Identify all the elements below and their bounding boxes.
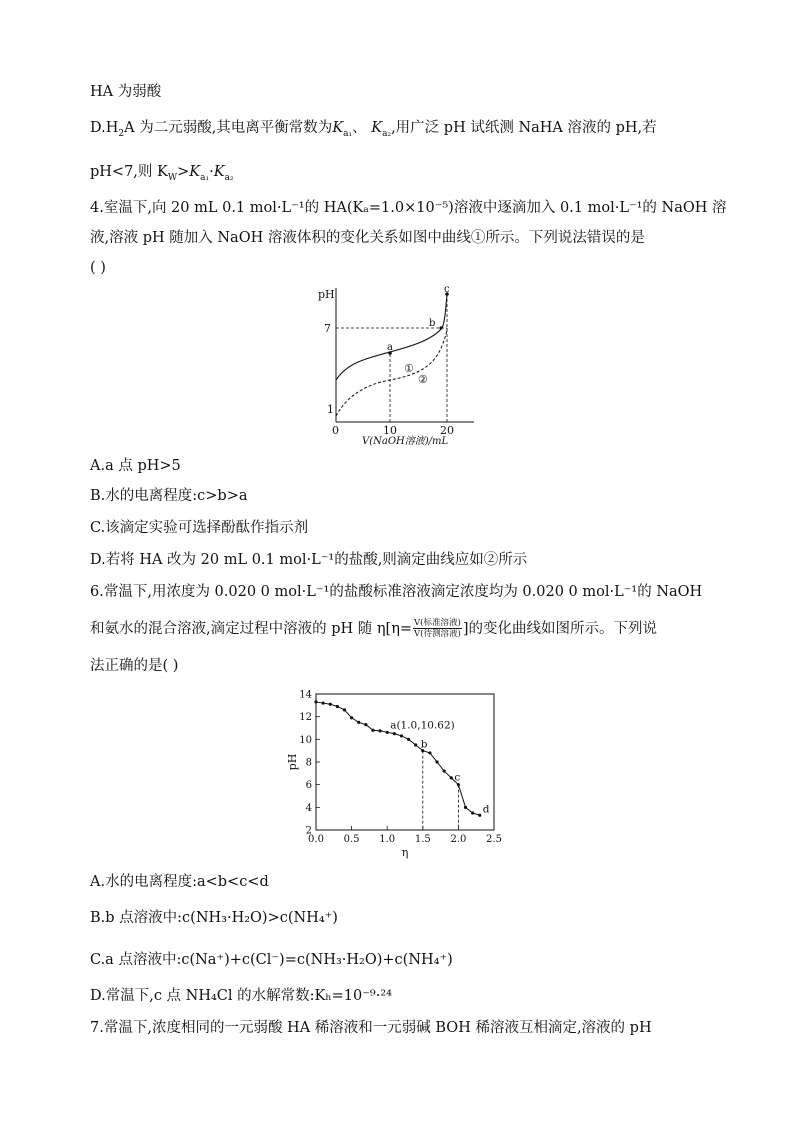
fig1-x0: 0 bbox=[332, 424, 339, 437]
text-fragment: A 为二元弱酸,其电离平衡常数为 bbox=[124, 120, 333, 136]
x-tick-label: 1.5 bbox=[414, 834, 431, 845]
data-point bbox=[400, 734, 403, 737]
q4-option-d: D.若将 HA 改为 20 mL 0.1 mol·L⁻¹的盐酸,则滴定曲线应如②所示 bbox=[90, 552, 528, 568]
x-axis-label: η bbox=[401, 846, 409, 859]
plot-frame bbox=[316, 694, 494, 830]
y-tick-label: 10 bbox=[299, 734, 312, 746]
text-fragment: ,用广泛 pH 试纸测 NaHA 溶液的 pH,若 bbox=[391, 120, 657, 136]
fig1-x20: 20 bbox=[440, 424, 454, 437]
question-4-line1: 4.室温下,向 20 mL 0.1 mol·L⁻¹的 HA(Kₐ=1.0×10⁻⁵)溶液中逐滴加入 0.1 mol·L⁻¹的 NaOH 溶 bbox=[90, 200, 727, 216]
fig1-y7: 7 bbox=[324, 322, 331, 335]
titration-figure-1 bbox=[308, 282, 478, 448]
ka-sub: a₁ bbox=[343, 128, 353, 139]
text-fragment: ]的变化曲线如图所示。下列说 bbox=[462, 620, 657, 637]
question-6-line1: 6.常温下,用浓度为 0.020 0 mol·L⁻¹的盐酸标准溶液滴定浓度均为 0.020 0 mol·L⁻¹的 NaOH bbox=[90, 584, 703, 600]
y-axis-label: pH bbox=[286, 753, 299, 771]
data-point bbox=[471, 811, 474, 814]
annotation-c: c bbox=[454, 771, 461, 784]
fig1-curve2-label: ② bbox=[418, 373, 428, 386]
eta-fraction bbox=[413, 618, 462, 639]
y-tick-label: 2 bbox=[305, 825, 312, 837]
text-fragment: D.H bbox=[90, 120, 119, 136]
data-point bbox=[407, 738, 410, 741]
data-point bbox=[357, 721, 360, 724]
fig1-x10: 10 bbox=[383, 424, 397, 437]
q4-option-b: B.水的电离程度:c>b>a bbox=[90, 488, 248, 504]
y-tick-label: 14 bbox=[299, 689, 312, 701]
data-point bbox=[350, 716, 353, 719]
x-tick-label: 0.0 bbox=[308, 834, 324, 845]
q4-option-c: C.该滴定实验可选择酚酞作指示剂 bbox=[90, 520, 309, 536]
eta-denominator: V(待测溶液) bbox=[414, 629, 461, 639]
fig1-xlabel: V(NaOH溶液)/mL bbox=[362, 436, 449, 447]
ka-symbol: K bbox=[332, 120, 344, 136]
y-tick-label: 12 bbox=[299, 712, 312, 724]
option-d-continued: pH<7,则 $K_W>K_{a_1}\cdot K_{a_2}$ bbox=[90, 164, 234, 183]
q6-option-c: C.a 点溶液中:c(Na⁺)+c(Cl⁻)=c(NH₃·H₂O)+c(NH₄⁺) bbox=[90, 952, 453, 968]
y-tick-label: 8 bbox=[305, 757, 312, 769]
question-4-line2: 液,溶液 pH 随加入 NaOH 溶液体积的变化关系如图中曲线①所示。下列说法错误的是 bbox=[90, 230, 645, 246]
text-fragment: 和氨水的混合溶液,滴定过程中溶液的 pH 随 η[η= bbox=[90, 620, 413, 637]
q6-option-a: A.水的电离程度:a<b<c<d bbox=[90, 874, 269, 890]
y-tick-label: 6 bbox=[305, 780, 312, 792]
data-point bbox=[386, 731, 389, 734]
text-fragment: 、 bbox=[352, 120, 367, 136]
data-point bbox=[378, 729, 381, 732]
data-point bbox=[322, 701, 325, 704]
point-b bbox=[439, 326, 442, 329]
x-tick-label: 1.0 bbox=[379, 834, 396, 845]
text-fragment: pH<7,则 K bbox=[90, 164, 168, 180]
data-point bbox=[329, 703, 332, 706]
data-point bbox=[414, 743, 417, 746]
data-point bbox=[428, 751, 431, 754]
line-ha-weak-acid: HA 为弱酸 bbox=[90, 84, 162, 100]
q6-option-b: B.b 点溶液中:c(NH₃·H₂O)>c(NH₄⁺) bbox=[90, 910, 338, 926]
data-point bbox=[478, 814, 481, 817]
q4-option-a: A.a 点 pH>5 bbox=[90, 458, 181, 474]
ka-symbol: K bbox=[213, 164, 225, 180]
fig1-ylabel: pH bbox=[318, 288, 335, 301]
fig1-y1: 1 bbox=[327, 403, 334, 416]
fig1-label-a: a bbox=[387, 342, 393, 353]
ka-sub: a₁ bbox=[200, 172, 210, 183]
x-tick-label: 2.5 bbox=[486, 834, 502, 845]
question-4-blank: ( ) bbox=[90, 260, 106, 276]
x-tick-label: 2.0 bbox=[450, 834, 467, 845]
annotation-b: b bbox=[420, 738, 428, 751]
data-point bbox=[336, 705, 339, 708]
data-point bbox=[314, 700, 317, 703]
annotation-a: a(1.0,10.62) bbox=[390, 719, 455, 732]
data-point bbox=[364, 723, 367, 726]
ka-symbol: K bbox=[189, 164, 201, 180]
fig1-label-c: c bbox=[444, 284, 450, 295]
data-point bbox=[343, 708, 346, 711]
x-tick-label: 0.5 bbox=[343, 834, 360, 845]
fig1-label-b: b bbox=[429, 318, 436, 329]
text-fragment: · bbox=[209, 164, 214, 180]
y-tick-label: 4 bbox=[305, 802, 312, 814]
question-6-line2 bbox=[90, 618, 657, 639]
data-point bbox=[443, 769, 446, 772]
ka-symbol: K bbox=[371, 120, 383, 136]
data-point bbox=[393, 732, 396, 735]
question-6-line3: 法正确的是( ) bbox=[90, 658, 179, 674]
question-7-line1: 7.常温下,浓度相同的一元弱酸 HA 稀溶液和一元弱碱 BOH 稀溶液互相滴定,溶液的 pH bbox=[90, 1020, 652, 1036]
fig1-curve1-label: ① bbox=[404, 362, 414, 375]
curve-1 bbox=[336, 294, 447, 380]
kw-sub: W bbox=[167, 172, 178, 183]
data-point bbox=[450, 776, 453, 779]
data-point bbox=[435, 760, 438, 763]
data-point bbox=[464, 806, 467, 809]
ka-sub: a₂ bbox=[382, 128, 392, 139]
q6-option-d: D.常温下,c 点 NH₄Cl 的水解常数:Kₕ=10⁻⁹·²⁴ bbox=[90, 988, 392, 1004]
data-point bbox=[371, 729, 374, 732]
eta-numerator: V(标准溶液) bbox=[414, 618, 461, 628]
annotation-d: d bbox=[482, 803, 490, 816]
ka-sub: a₂ bbox=[224, 172, 234, 183]
option-d-h2a: $D.H_2A$ 为二元弱酸,其电离平衡常数为$K_{a_1}$、 $K_{a_2}$,用广泛 pH 试纸测 NaHA 溶液的 pH,若 bbox=[90, 120, 657, 139]
ph-eta-chart bbox=[284, 684, 514, 862]
